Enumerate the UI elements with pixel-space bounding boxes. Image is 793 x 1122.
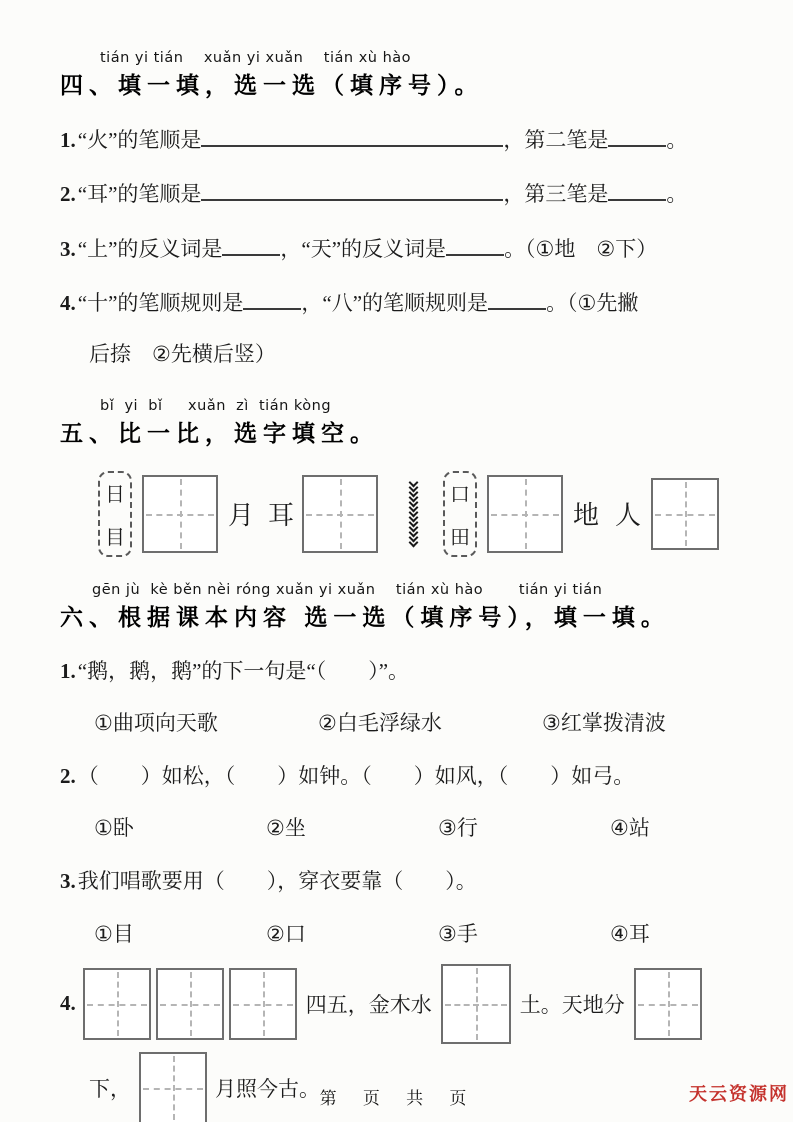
option-item: ③红掌拨清波 xyxy=(542,710,666,735)
question-text: 四五，金木水 xyxy=(305,992,432,1017)
tianzige-box[interactable] xyxy=(83,968,151,1040)
s4-question-4 xyxy=(60,288,743,317)
question-number: 1. xyxy=(60,658,76,683)
character-choice-box xyxy=(443,471,477,557)
question-text: 。 xyxy=(666,128,688,153)
answer-blank-short[interactable] xyxy=(446,234,504,256)
s6-q3-options xyxy=(94,918,743,948)
given-character: 人 xyxy=(615,501,642,531)
question-text: 。（①地 ②下） xyxy=(504,236,658,261)
tianzige-box[interactable] xyxy=(156,968,224,1040)
question-text: ，第二笔是 xyxy=(503,128,609,153)
question-number: 4. xyxy=(60,291,76,316)
s6-question-3 xyxy=(60,867,743,895)
choice-character: 日 xyxy=(105,483,125,506)
tianzige-box[interactable] xyxy=(634,968,702,1040)
question-text: 我们唱歌要用（ ），穿衣要靠（ ）。 xyxy=(77,869,477,894)
given-character: 地 xyxy=(573,501,600,531)
section6-pinyin: gēn jù kè běn nèi róng xuǎn yi xuǎn tián xù hào tián yi tián xyxy=(92,581,603,598)
tianzige-box[interactable] xyxy=(229,968,297,1040)
question-text: （ ）如松，（ ）如钟。（ ）如风，（ ）如弓。 xyxy=(77,763,635,788)
option-item: ③行 xyxy=(438,816,478,841)
section-divider xyxy=(410,481,417,546)
s4-question-2 xyxy=(60,179,743,208)
character-choice-box xyxy=(98,471,132,557)
option-item: ①曲项向天歌 xyxy=(94,710,218,735)
s6-question-1 xyxy=(60,657,743,685)
tianzige-box[interactable] xyxy=(142,475,218,553)
question-text: 土。天地分 xyxy=(519,992,625,1017)
s6-q1-options xyxy=(94,707,743,737)
choice-character: 口 xyxy=(450,483,471,506)
section5-title: 五、比一比，选字填空。 xyxy=(60,419,379,446)
given-character: 耳 xyxy=(268,501,295,531)
answer-blank-long[interactable] xyxy=(201,125,503,147)
s5-exercise-row xyxy=(60,466,743,562)
question-text: ，“八”的笔顺规则是 xyxy=(301,291,489,316)
question-text: 。 xyxy=(666,182,688,207)
tianzige-box[interactable] xyxy=(441,964,511,1044)
page-number-text: 第 页 共 页 xyxy=(319,1089,474,1108)
section6-title: 六、根据课本内容 选一选（填序号），填一填。 xyxy=(60,603,670,630)
question-text: ，“天”的反义词是 xyxy=(280,236,447,261)
option-item: ③手 xyxy=(438,921,478,946)
option-item: ①目 xyxy=(94,921,134,946)
choice-character: 目 xyxy=(105,526,125,549)
watermark: 天云资源网 xyxy=(689,1084,789,1104)
option-item: ②白毛浮绿水 xyxy=(318,710,442,735)
question-number: 3. xyxy=(60,869,76,894)
s6-question-4 xyxy=(60,964,743,1044)
s4-question-3 xyxy=(60,234,743,263)
s6-q2-options xyxy=(94,812,743,842)
question-text: “十”的笔顺规则是 xyxy=(77,291,244,316)
s6-question-2 xyxy=(60,762,743,790)
answer-blank-short[interactable] xyxy=(608,179,666,201)
option-item: ④站 xyxy=(610,816,650,841)
tianzige-box[interactable] xyxy=(487,475,563,553)
s4-question-4-continued: 后捺 ②先横后竖） xyxy=(89,341,276,366)
given-character: 月 xyxy=(228,501,255,531)
s4-question-1 xyxy=(60,125,743,154)
option-item: ②坐 xyxy=(266,816,306,841)
answer-blank-short[interactable] xyxy=(608,125,666,147)
question-text: “火”的笔顺是 xyxy=(77,128,202,153)
question-text: 下， xyxy=(89,1076,131,1101)
question-text: 。（①先撇 xyxy=(546,291,639,316)
answer-blank-short[interactable] xyxy=(222,234,280,256)
question-number: 3. xyxy=(60,236,76,261)
tianzige-box[interactable] xyxy=(651,478,719,550)
option-item: ①卧 xyxy=(94,816,134,841)
tianzige-box[interactable] xyxy=(302,475,378,553)
option-item: ④耳 xyxy=(610,921,650,946)
choice-character: 田 xyxy=(450,526,471,549)
section4-pinyin: tián yi tián xuǎn yi xuǎn tián xù hào xyxy=(100,50,412,66)
section4-title: 四、填一填，选一选（填序号）。 xyxy=(60,72,484,98)
question-text: “耳”的笔顺是 xyxy=(77,182,202,207)
question-number: 4. xyxy=(60,991,76,1016)
question-text: 月照今古。 xyxy=(215,1076,320,1101)
question-number: 2. xyxy=(60,182,76,207)
question-number: 2. xyxy=(60,763,76,788)
question-text: “鹅，鹅，鹅”的下一句是“（ ）”。 xyxy=(77,658,410,683)
option-item: ②口 xyxy=(266,921,306,946)
page-footer xyxy=(0,1084,793,1110)
section5-pinyin: bǐ yi bǐ xuǎn zì tián kòng xyxy=(100,397,332,414)
answer-blank-long[interactable] xyxy=(201,179,503,201)
question-text: “上”的反义词是 xyxy=(77,236,223,261)
answer-blank-short[interactable] xyxy=(243,288,301,310)
answer-blank-short[interactable] xyxy=(488,288,546,310)
question-text: ，第三笔是 xyxy=(503,182,609,207)
question-number: 1. xyxy=(60,128,76,153)
